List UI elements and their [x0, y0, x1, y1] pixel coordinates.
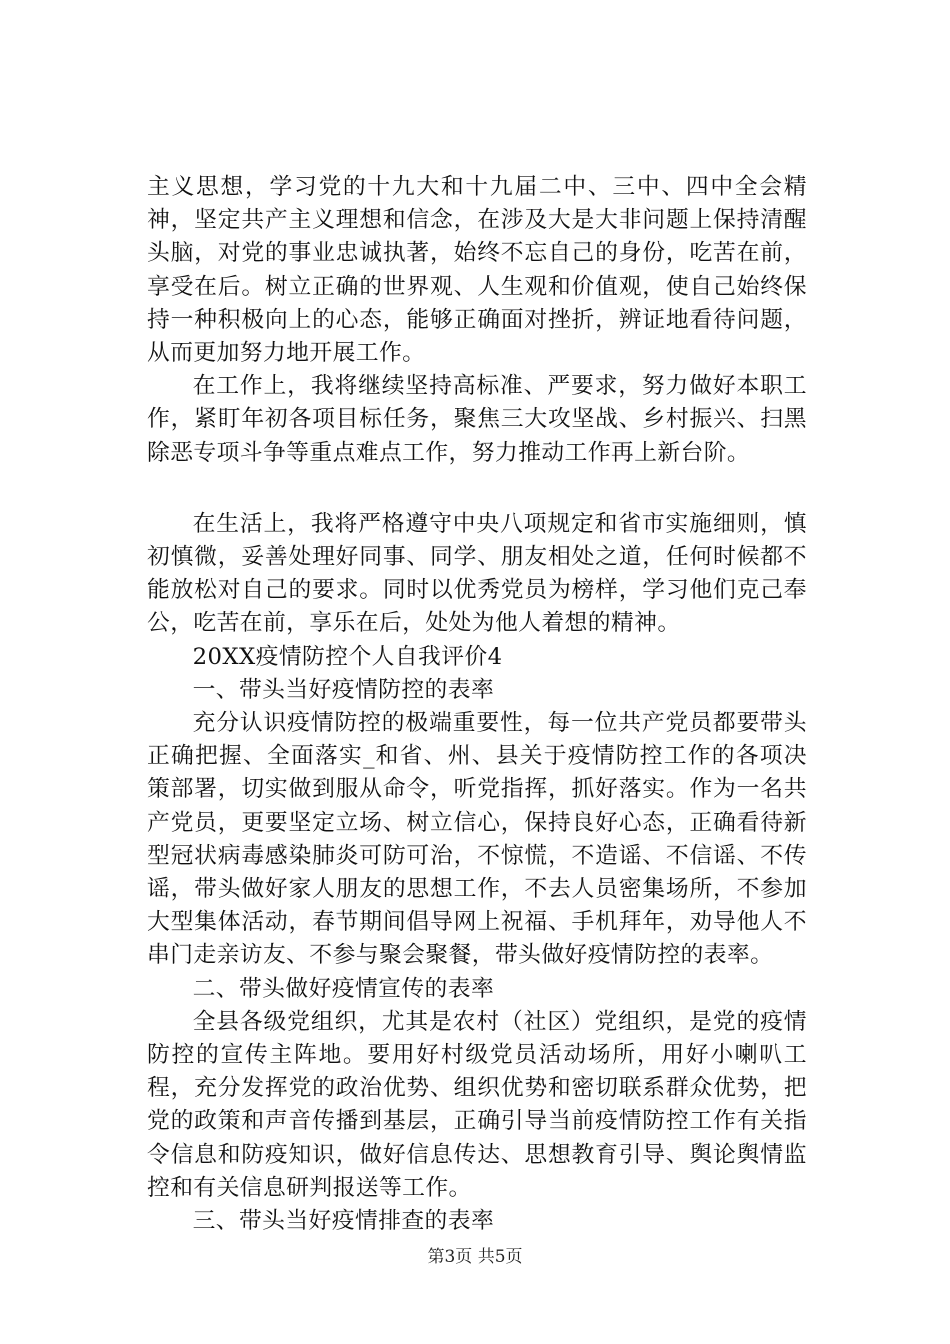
heading-three: 三、带头当好疫情排查的表率: [192, 1208, 495, 1235]
heading-one: 一、带头当好疫情防控的表率: [192, 676, 495, 703]
paragraph-ideology: 主义思想，学习党的十九大和十九届二中、三中、四中全会精神，坚定共产主义理想和信念，在涉及大是大非问题上保持清醒头脑，对党的事业忠诚执著，始终不忘自己的身份，吃苦在前，享受在后。树立正确的世界观、人生观和价值观，使自己始终保持一种积极向上的心态，能够正确面对挫折，辨证地看待问题，从而更加努力地开展工作。: [147, 174, 807, 367]
paragraph-publicity: 全县各级党组织，尤其是农村（社区）党组织，是党的疫情防控的宣传主阵地。要用好村级党员活动场所，用好小喇叭工程，充分发挥党的政治优势、组织优势和密切联系群众优势，把党的政策和声音传播到基层，正确引导当前疫情防控工作有关指令信息和防疫知识，做好信息传达、思想教育引导、舆论舆情监控和有关信息研判报送等工作。: [147, 1008, 807, 1201]
page-footer: 第3页 共5页: [427, 1247, 523, 1267]
paragraph-prevention: 充分认识疫情防控的极端重要性，每一位共产党员都要带头正确把握、全面落实_和省、州、县关于疫情防控工作的各项决策部署，切实做到服从命令，听党指挥，抓好落实。作为一名共产党员，更要坚定立场、树立信心，保持良好心态，正确看待新型冠状病毒感染肺炎可防可治，不惊慌，不造谣、不信谣、不传谣，带头做好家人朋友的思想工作，不去人员密集场所，不参加大型集体活动，春节期间倡导网上祝福、手机拜年，劝导他人不串门走亲访友、不参与聚会聚餐，带头做好疫情防控的表率。: [147, 710, 807, 969]
section-title: 20XX疫情防控个人自我评价4: [192, 643, 503, 670]
paragraph-work: 在工作上，我将继续坚持高标准、严要求，努力做好本职工作，紧盯年初各项目标任务，聚焦三大攻坚战、乡村振兴、扫黑除恶专项斗争等重点难点工作，努力推动工作再上新台阶。: [147, 373, 807, 466]
document-body: [147, 171, 807, 1238]
heading-two: 二、带头做好疫情宣传的表率: [192, 975, 495, 1002]
paragraph-life: 在生活上，我将严格遵守中央八项规定和省市实施细则，慎初慎微，妥善处理好同事、同学、朋友相处之道，任何时候都不能放松对自己的要求。同时以优秀党员为榜样，学习他们克己奉公，吃苦在前，享乐在后，处处为他人着想的精神。: [147, 510, 807, 637]
